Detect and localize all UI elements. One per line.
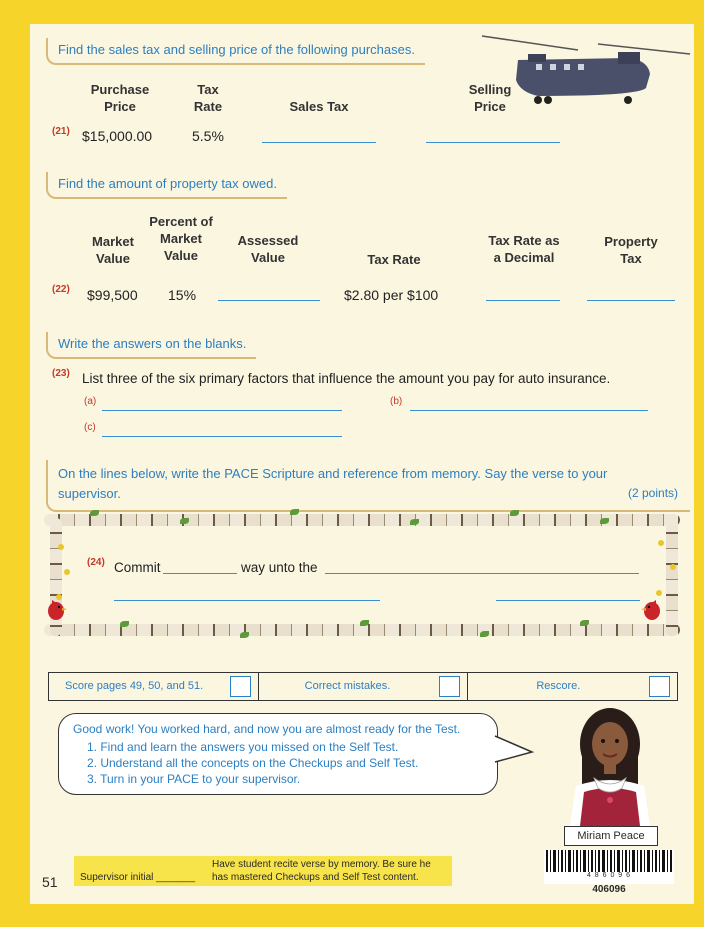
problem-number-22: (22) <box>52 284 70 295</box>
answer-blank-a[interactable] <box>102 410 342 411</box>
score-cell-1: Score pages 49, 50, and 51. <box>49 673 259 700</box>
answer-blank-c[interactable] <box>102 436 342 437</box>
property-tax-blank[interactable] <box>587 300 675 301</box>
points-label: (2 points) <box>628 486 679 500</box>
col-tax-rate: Tax Rate <box>193 82 223 114</box>
score-checkbox-3[interactable] <box>649 676 670 697</box>
market-value-value: $99,500 <box>87 287 138 303</box>
barcode-number: 406096 <box>592 884 626 895</box>
cardinal-bird-icon-right <box>640 596 664 622</box>
problem-number-24: (24) <box>87 557 105 568</box>
col-selling-price: Selling Price <box>468 82 512 114</box>
percent-value: 15% <box>168 287 197 303</box>
col-assessed-value: Assessed Value <box>237 233 299 265</box>
scripture-blank-3[interactable] <box>114 600 380 601</box>
selling-price-answer-blank[interactable] <box>426 142 560 143</box>
miriam-peace-avatar <box>562 704 658 826</box>
score-cell-3: Rescore. <box>468 673 677 700</box>
answer-label-c: (c) <box>84 422 96 433</box>
bubble-step-2: 2. Understand all the concepts on the Checkups and Self Test. <box>87 756 419 770</box>
supervisor-initial[interactable]: Supervisor initial _______ <box>80 872 196 883</box>
section-heading-write-answers: Write the answers on the blanks. <box>46 332 256 359</box>
tax-rate-decimal-blank[interactable] <box>486 300 560 301</box>
col-tax-rate-decimal: Tax Rate as a Decimal <box>488 233 560 265</box>
col-percent-of-market-value: Percent of Market Value <box>149 214 213 263</box>
supervisor-note: Have student recite verse by memory. Be sure he has mastered Checkups and Self Test content. <box>212 859 431 883</box>
bubble-intro: Good work! You worked hard, and now you are almost ready for the Test. <box>73 722 461 736</box>
score-cell-2: Correct mistakes. <box>259 673 469 700</box>
barcode-digits: 4 8 6 0 9 6 <box>586 872 632 879</box>
score-bar <box>48 672 678 701</box>
col-market-value: Market Value <box>92 234 134 266</box>
answer-label-a: (a) <box>84 396 97 407</box>
score-checkbox-1[interactable] <box>230 676 251 697</box>
sales-tax-answer-blank[interactable] <box>262 142 376 143</box>
character-name-label: Miriam Peace <box>564 826 658 846</box>
col-tax-rate-2: Tax Rate <box>367 252 421 267</box>
page-number: 51 <box>42 874 58 890</box>
question-23-text: List three of the six primary factors that influence the amount you pay for auto insurance. <box>82 371 611 386</box>
worksheet-page <box>30 24 694 904</box>
col-sales-tax: Sales Tax <box>289 99 349 114</box>
assessed-value-blank[interactable] <box>218 300 320 301</box>
purchase-price-value: $15,000.00 <box>82 128 153 144</box>
bubble-step-1: 1. Find and learn the answers you missed on the Self Test. <box>87 740 399 754</box>
scripture-reference-blank[interactable] <box>496 600 640 601</box>
supervisor-box <box>74 856 452 886</box>
scripture-blank-1[interactable] <box>163 573 237 574</box>
barcode-bars <box>544 850 674 872</box>
cardinal-bird-icon <box>44 596 68 622</box>
col-purchase-price: Purchase Price <box>90 82 150 114</box>
bubble-step-3: 3. Turn in your PACE to your supervisor. <box>87 772 301 786</box>
speech-bubble <box>58 713 498 795</box>
score-checkbox-2[interactable] <box>439 676 460 697</box>
problem-number-21: (21) <box>52 126 70 137</box>
bubble-tail <box>494 732 534 766</box>
scripture-word-commit: Commit <box>114 560 161 575</box>
problem-number-23: (23) <box>52 368 70 379</box>
col-property-tax: Property Tax <box>604 234 658 266</box>
scripture-blank-2[interactable] <box>325 573 639 574</box>
section-heading-scripture: On the lines below, write the PACE Scripture and reference from memory. Say the verse to your supervisor. <box>46 460 690 512</box>
barcode <box>544 850 674 884</box>
tax-rate-value: 5.5% <box>192 128 224 144</box>
answer-label-b: (b) <box>390 396 403 407</box>
tax-rate-per-100-value: $2.80 per $100 <box>344 287 439 303</box>
section-heading-property-tax: Find the amount of property tax owed. <box>46 172 287 199</box>
scripture-word-way: way unto the <box>241 560 318 575</box>
answer-blank-b[interactable] <box>410 410 648 411</box>
section-heading-sales-tax: Find the sales tax and selling price of the following purchases. <box>46 38 425 65</box>
